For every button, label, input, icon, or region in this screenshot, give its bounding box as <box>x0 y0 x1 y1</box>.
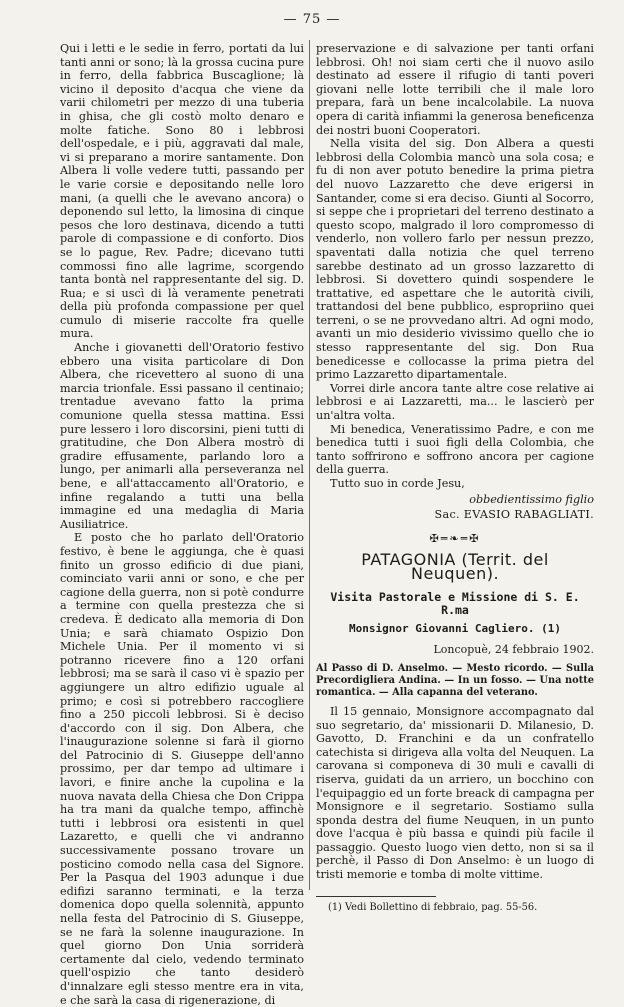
left-paragraph-3: E posto che ho parlato dell'Oratorio festivo, è bene le aggiunga, che è quasi finito un grosso edificio di due piani, cominciato varii anni or sono, e che per cagione della guerra, non si potè condurre a termine con quella prestezza che si credeva. È dedicato alla memoria di Don Unia; e sarà chiamato Ospizio Don Michele Unia. Per il momento vi si potranno ricevere fino a 120 orfani lebbrosi; ma se sarà il caso vi è spazio per aggiungere un altro edifizio uguale al primo; e così si potrebbero raccogliere fino a 250 piccoli lebbrosi. Si è deciso d'accordo con il sig. Don Albera, che l'inaugurazione solenne si farà il giorno del Patrocinio di S. Giuseppe dell'anno prossimo, per dar tempo ad ultimare i lavori, e finire anche la cupolina e la nuova navata della Chiesa che Don Crippa ha tra mani da qualche tempo, affinchè tutti i lebbrosi ora esistenti in quel Lazaretto, e quelli che vi andranno successivamente possano trovare un posticino comodo nella casa del Signore. Per la Pasqua del 1903 adunque i due edifizi saranno terminati, e la terza domenica dopo quella solennità, appunto nella festa del Patrocinio di S. Giuseppe, se ne farà la solenne inaugurazione. In quel giorno Don Unia sorriderà certamente dal cielo, vedendo terminato quell'ospizio che tanto desiderò d'innalzare egli stesso mentre era in vita, e che sarà la casa di rigenerazione, di <box>60 531 304 1007</box>
section-title: PATAGONIA (Territ. del Neuquen). <box>361 550 549 583</box>
section-body: Il 15 gennaio, Monsignore accompagnato dal suo segretario, da' missionarii D. Milanesio, D. Gavotto, D. Franchini e da un confratello catechista si dirigeva alla volta del Neuquen. La carovana si componeva di 30 muli e cavalli di riserva, guidati da un arriero, un bocchino con l'equipaggio ed un forte breack di campagna per Monsignore e il segretario. Sostiamo sulla sponda destra del fiume Neuquen, in un punto dove l'acqua è più bassa e quindi più facile il passaggio. Questo luogo vien detto, non si sa il perchè, il Passo di Don Anselmo: è un luogo di tristi memorie e tomba di molte vittime. <box>316 704 594 882</box>
ornament-divider: ✠═❧═✠ <box>429 531 481 545</box>
right-paragraph-3: Vorrei dirle ancora tante altre cose relative ai lebbrosi e ai Lazzaretti, ma... le lascierò per un'altra volta. <box>316 381 594 423</box>
right-paragraph-1: preservazione e di salvazione per tanti orfani lebbrosi. Oh! noi siam certi che il nuovo asilo destinato ad essere il rifugio di tanti poveri giovani nelle lotte terribili che il male loro prepara, farà un bene incalcolabile. La nuova opera di carità infiammi la generosa beneficenza dei nostri buoni Cooperatori. <box>316 42 594 137</box>
page-number: — 75 — <box>283 12 341 27</box>
right-paragraph-4: Mi benedica, Veneratissimo Padre, e con me benedica tutti i suoi figli della Colombia, che tanto soffrirono e soffrono ancora per cagione della guerra. <box>316 422 594 477</box>
left-paragraph-1: Qui i letti e le sedie in ferro, portati da lui tanti anni or sono; là la grossa cucina pure in ferro, della fabbrica Buscaglione; là vicino il deposito d'acqua che viene da varii chilometri per mezzo di una tuberia in ghisa, che gli costò molto denaro e molte fatiche. Sono 80 i lebbrosi dell'ospedale, e i più, aggravati dal male, vi si preparano a morire santamente. Don Albera li volle vedere tutti, passando per le varie corsie e depositando nelle loro mani, (a quelli che le avevano ancora) o deponendo sul letto, la limosina di cinque pesos che loro destinava, dicendo a tutti parole di compassione e di conforto. Dios se lo pague, Rev. Padre; dicevano tutti commossi fino alle lagrime, scorgendo tanta bontà nel rappresentante del sig. D. Rua; e si uscì di là veramente penetrati della più profonda compassione per quel cumulo di miserie raccolte fra quelle mura. <box>60 42 304 341</box>
section-subtitle-1: Visita Pastorale e Missione di S. E. R.ma <box>330 589 580 618</box>
column-divider <box>309 40 310 890</box>
section-summary: Al Passo di D. Anselmo. — Mesto ricordo. — Sulla Precordigliera Andina. — In un fosso. — Una notte romantica. — Alla capanna del veterano. <box>316 662 594 698</box>
left-column <box>60 42 304 1007</box>
signature-subline: obbedientissimo figlio <box>469 492 594 506</box>
closing-line: Tutto suo in corde Jesu, <box>330 477 465 490</box>
footnote: (1) Vedi Bollettino di febbraio, pag. 55-56. <box>328 901 538 913</box>
dateline: Loncopuè, 24 febbraio 1902. <box>433 643 594 657</box>
right-column <box>316 42 594 914</box>
left-paragraph-2: Anche i giovanetti dell'Oratorio festivo ebbero una visita particolare di Don Albera, che ricevettero al suono di una marcia trionfale. Essi passano il centinaio; trentadue avevano fatto la prima comunione quella stessa mattina. Essi pure lessero i loro discorsini, pieni tutti di gratitudine, che Don Albera mostrò di gradire effusamente, parlando loro a lungo, per animarli alla perseveranza nel bene, e all'attaccamento all'Oratorio, e infine regalando a tutti una bella immagine ed una medaglia di Maria Ausiliatrice. <box>60 341 304 531</box>
footnote-rule <box>316 896 436 897</box>
section-subtitle-2: Monsignor Giovanni Cagliero. (1) <box>349 621 561 635</box>
right-paragraph-2: Nella visita del sig. Don Albera a questi lebbrosi della Colombia mancò una sola cosa; e fu di non aver potuto benedire la prima pietra del nuovo Lazzaretto che deve erigersi in Santander, come si era deciso. Giunti al Socorro, si seppe che i proprietari del terreno destinato a questo scopo, malgrado il loro compromesso di venderlo, non vollero farlo per nessun prezzo, spaventati dalla notizia che quel terreno sarebbe destinato ad un grosso lazzaretto di lebbrosi. Si dovettero quindi sospendere le trattative, ed aspettare che le autorità civili, trattandosi del bene pubblico, espropriino quei terreni, o se ne provvedano altri. Ad ogni modo, avanti un mio desiderio vivissimo quello che io stesso rappresentante del sig. Don Rua benedicesse e collocasse la prima pietra del primo Lazzaretto dipartamentale. <box>316 137 594 382</box>
signature: Sac. EVASIO RABAGLIATI. <box>434 508 594 522</box>
